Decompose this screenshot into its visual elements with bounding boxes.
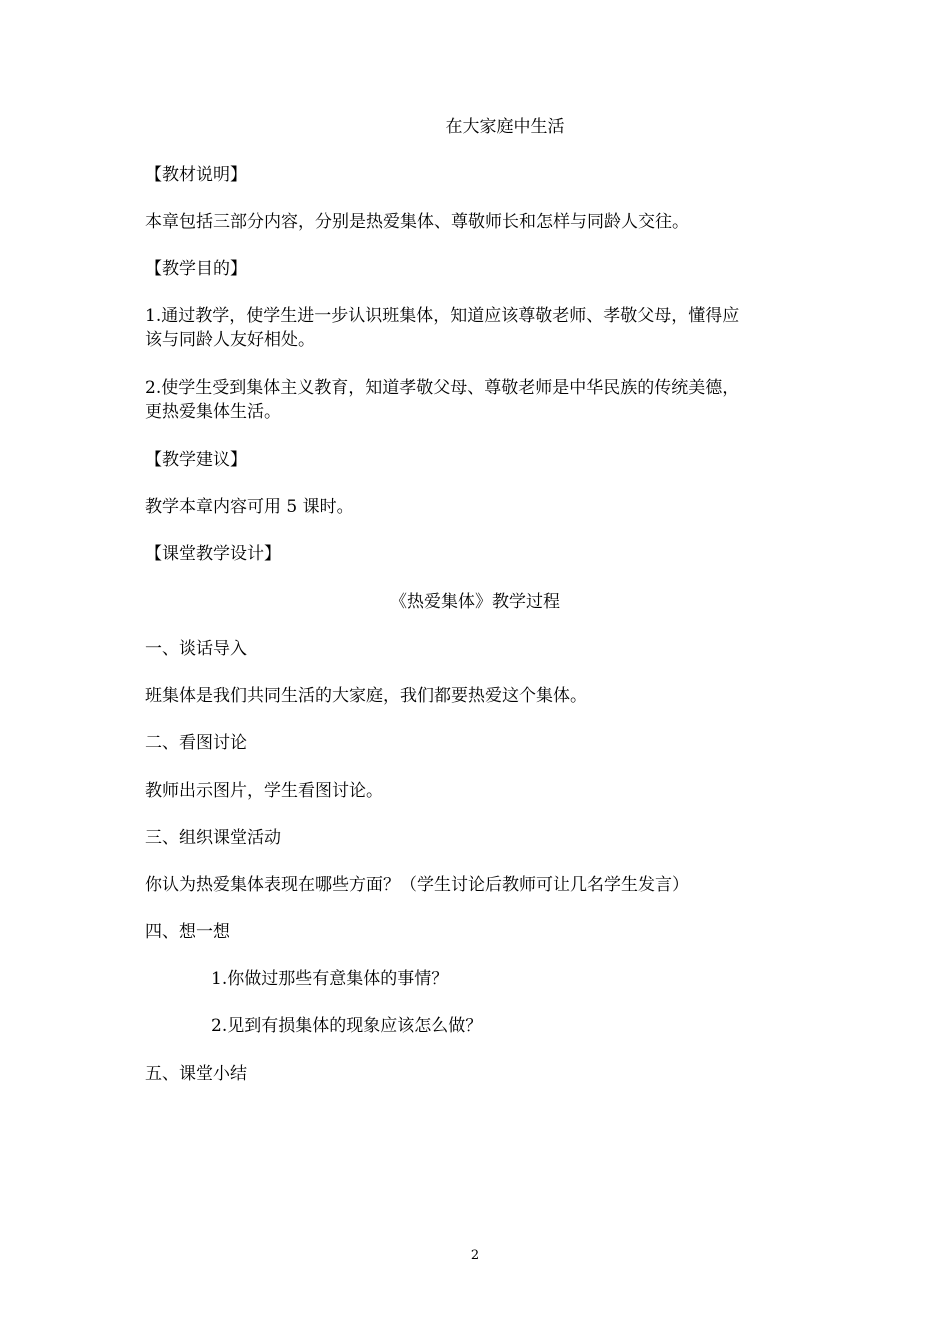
step4-question-1: 1.你做过那些有意集体的事情？ — [211, 969, 449, 989]
step4-heading: 四、想一想 — [145, 922, 230, 942]
design-heading: 【课堂教学设计】 — [145, 544, 281, 564]
goal-1-line2: 该与同龄人友好相处。 — [145, 330, 315, 350]
step2-heading: 二、看图讨论 — [145, 733, 247, 753]
step1-heading: 一、谈话导入 — [145, 639, 247, 659]
suggest-text: 教学本章内容可用 5 课时。 — [145, 497, 354, 517]
material-text: 本章包括三部分内容，分别是热爱集体、尊敬师长和怎样与同龄人交往。 — [145, 212, 689, 232]
lesson-title: 《热爱集体》教学过程 — [390, 592, 560, 612]
step3-heading: 三、组织课堂活动 — [145, 828, 281, 848]
page-number: 2 — [470, 1248, 480, 1263]
goal-2-line2: 更热爱集体生活。 — [145, 402, 281, 422]
document-title: 在大家庭中生活 — [445, 117, 565, 137]
goal-2-line1: 2.使学生受到集体主义教育，知道孝敬父母、尊敬老师是中华民族的传统美德， — [145, 378, 740, 398]
goal-1-line1: 1.通过教学，使学生进一步认识班集体，知道应该尊敬老师、孝敬父母，懂得应 — [145, 306, 740, 326]
step1-text: 班集体是我们共同生活的大家庭，我们都要热爱这个集体。 — [145, 686, 587, 706]
step2-text: 教师出示图片，学生看图讨论。 — [145, 781, 383, 801]
step5-heading: 五、课堂小结 — [145, 1064, 247, 1084]
step3-text: 你认为热爱集体表现在哪些方面？（学生讨论后教师可让几名学生发言） — [145, 875, 689, 895]
step4-question-2: 2.见到有损集体的现象应该怎么做？ — [211, 1016, 483, 1036]
suggest-heading: 【教学建议】 — [145, 450, 247, 470]
goal-heading: 【教学目的】 — [145, 259, 247, 279]
material-heading: 【教材说明】 — [145, 165, 247, 185]
